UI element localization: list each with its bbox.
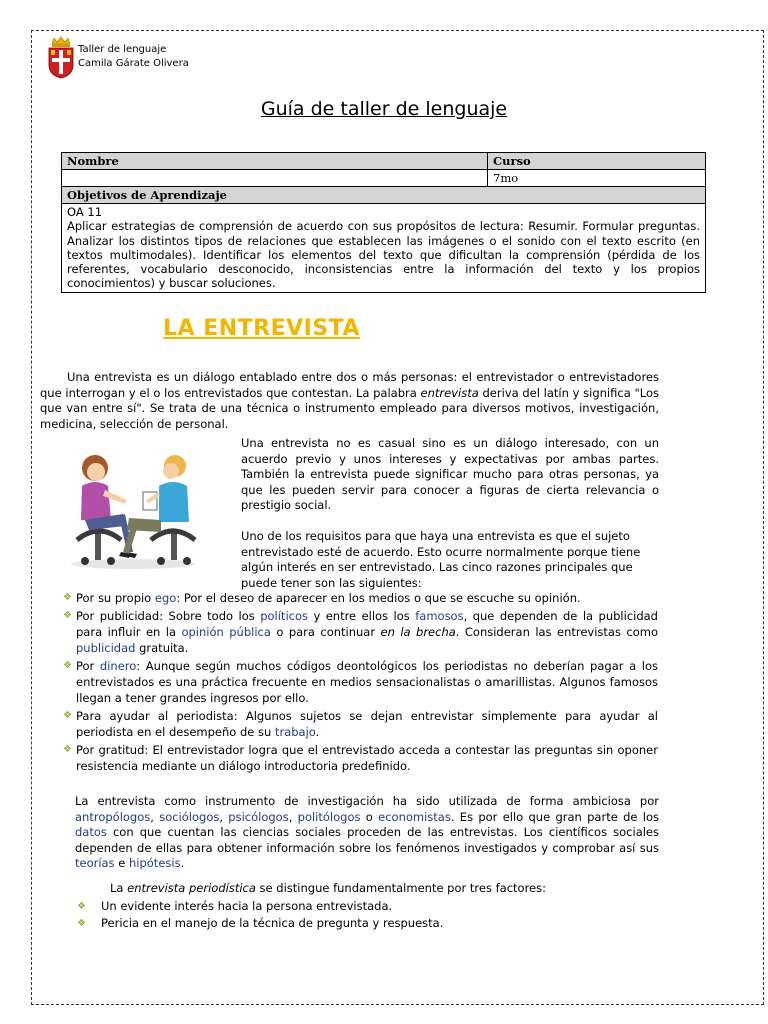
link-psicologos[interactable]: psicólogos bbox=[228, 809, 289, 824]
right-paragraph-1: Una entrevista no es casual sino es un diálogo interesado, con un acuerdo previo y unos intereses y expectativas por ambas partes. También la entrevista puede significar mucho para otras personas, ya que les pueden servir para conocer a figuras de cierta relevancia o prestigio social. bbox=[241, 436, 659, 513]
curso-value: 7mo bbox=[488, 170, 706, 187]
diamond-bullet-icon: ❖ bbox=[77, 918, 86, 929]
factors-list bbox=[75, 898, 659, 932]
course-label: Taller de lenguaje bbox=[78, 44, 167, 55]
school-crest-logo bbox=[47, 35, 75, 79]
diamond-bullet-icon: ❖ bbox=[63, 744, 72, 755]
list-item: ❖ Para ayudar al periodista: Algunos sujetos se dejan entrevistar simplemente para ayudar al periodista en el desempeño de su trabajo. bbox=[63, 709, 658, 739]
diamond-bullet-icon: ❖ bbox=[63, 610, 72, 621]
diamond-bullet-icon: ❖ bbox=[63, 660, 72, 671]
nombre-header: Nombre bbox=[62, 153, 488, 170]
link-economistas[interactable]: economistas bbox=[378, 809, 451, 824]
page-title: Guía de taller de lenguaje bbox=[260, 98, 508, 120]
link-publicidad[interactable]: publicidad bbox=[76, 641, 136, 655]
investigation-paragraph: La entrevista como instrumento de investigación ha sido utilizada de forma ambiciosa por antropólogos, sociólogos, psicólogos, politólogos o economistas. Es por ello que gran parte de los datos con que cuentan las ciencias sociales proceden de las entrevistas. Los científicos sociales dependen de ellas para obtener información sobre los fenómenos investigados y comprobar así sus teorías e hipótesis. bbox=[75, 794, 659, 871]
section-title: LA ENTREVISTA bbox=[163, 316, 361, 341]
link-sociologos[interactable]: sociólogos bbox=[159, 809, 220, 824]
diamond-bullet-icon: ❖ bbox=[77, 901, 86, 912]
interview-illustration bbox=[63, 444, 205, 570]
diamond-bullet-icon: ❖ bbox=[63, 710, 72, 721]
list-item: ❖ Pericia en el manejo de la técnica de pregunta y respuesta. bbox=[77, 916, 444, 930]
list-item: ❖ Por publicidad: Sobre todo los políticos y entre ellos los famosos, que dependen de la publicidad para influir en la opinión pública o para continuar en la brecha. Consideran las entrevistas como publicidad gratuita. bbox=[63, 609, 658, 655]
link-ego[interactable]: ego bbox=[154, 591, 177, 605]
diamond-bullet-icon: ❖ bbox=[63, 592, 72, 603]
info-table bbox=[61, 152, 706, 293]
link-hipotesis[interactable]: hipótesis bbox=[128, 856, 181, 871]
nombre-field[interactable] bbox=[62, 170, 488, 187]
link-famosos[interactable]: famosos bbox=[415, 609, 464, 623]
oa-text: Aplicar estrategias de comprensión de acuerdo con sus propósitos de lectura: Resumir. Formular preguntas. Analizar los distintos tipos de relaciones que establecen las imágenes o el sonido con el texto escrito (en textos multimodales). Identificar los elementos del texto que dificultan la comprensión (pérdida de los referentes, vocabulario desconocido, inconsistencias entre la información del texto y los propios conocimientos) y buscar soluciones. bbox=[67, 219, 700, 291]
list-item: ❖ Por su propio ego: Por el deseo de aparecer en los medios o que se escuche su opinión. bbox=[63, 591, 581, 605]
oa-code: OA 11 bbox=[67, 205, 103, 219]
list-item: ❖ Por gratitud: El entrevistador logra que el entrevistado acceda a contestar las preguntas sin oponer resistencia mediante un diálogo introductoria predefinido. bbox=[63, 743, 658, 773]
list-item: ❖ Por dinero: Aunque según muchos códigos deontológicos los periodistas no deberían pagar a los entrevistados es una práctica frecuente en medios sensacionalistas o amarillistas. Algunos famosos llegan a tener grandes ingresos por ello. bbox=[63, 659, 658, 705]
teacher-name: Camila Gárate Olivera bbox=[78, 58, 189, 69]
objetivos-header: Objetivos de Aprendizaje bbox=[62, 187, 706, 204]
link-trabajo[interactable]: trabajo bbox=[274, 725, 316, 739]
link-politologos[interactable]: politólogos bbox=[297, 809, 361, 824]
periodistica-intro: La entrevista periodística se distingue fundamentalmente por tres factores: bbox=[110, 881, 546, 895]
link-datos[interactable]: datos bbox=[75, 825, 107, 840]
link-dinero[interactable]: dinero bbox=[99, 659, 137, 673]
reasons-list bbox=[63, 590, 658, 774]
link-antropologos[interactable]: antropólogos bbox=[75, 809, 151, 824]
school-header bbox=[78, 43, 189, 71]
right-paragraph-2: Uno de los requisitos para que haya una entrevista es que el sujeto entrevistado esté de acuerdo. Esto ocurre normalmente porque tiene algún interés en ser entrevistado. Las cinco razones principales que puede tener son las siguientes: bbox=[241, 529, 641, 590]
list-item: ❖ Un evidente interés hacia la persona entrevistada. bbox=[77, 899, 393, 913]
intro-paragraph: Una entrevista es un diálogo entablado entre dos o más personas: el entrevistador o entrevistadores que interrogan y el o los entrevistados que contestan. La palabra entrevista deriva del latín y significa "Los que van entre sí". Se trata de una técnica o instrumento empleado para diversos motivos, investigación, medicina, selección de personal. bbox=[40, 370, 659, 431]
curso-header: Curso bbox=[488, 153, 706, 170]
link-politicos[interactable]: políticos bbox=[260, 609, 308, 623]
link-opinion-publica[interactable]: opinión pública bbox=[181, 625, 271, 639]
objetivos-cell bbox=[62, 204, 706, 293]
link-teorias[interactable]: teorías bbox=[75, 856, 115, 871]
